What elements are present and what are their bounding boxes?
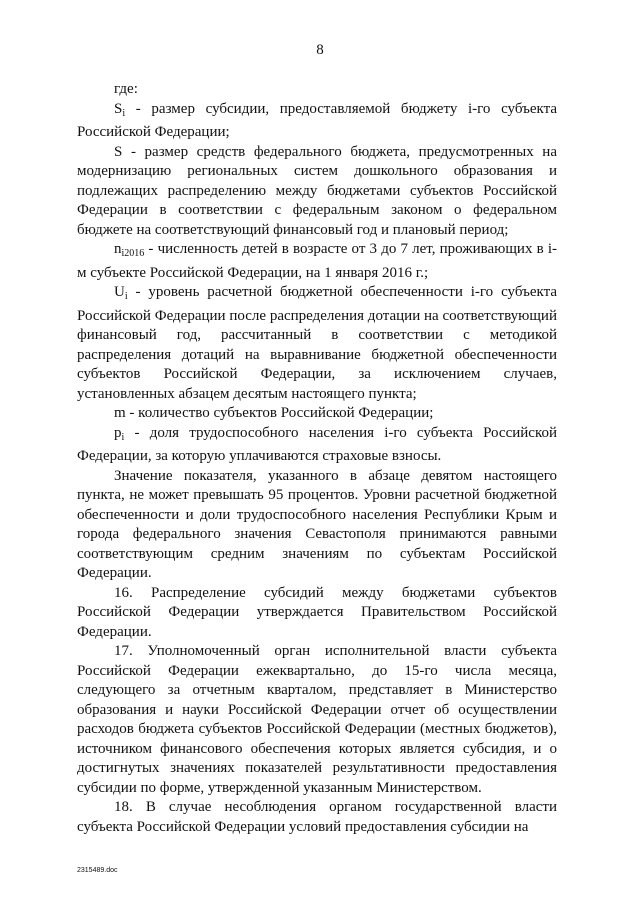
definition-text: - доля трудоспособного населения i-го субъекта Российской Федерации, за которую уплачиваются страховые взносы.: [77, 424, 557, 464]
definition-text: - количество субъектов Российской Федерации;: [125, 405, 434, 421]
variable-subscript: i: [122, 107, 126, 119]
file-name-footer: 2315489.doc: [77, 867, 118, 874]
variable-symbol: p: [114, 424, 122, 441]
variable-symbol: U: [114, 284, 125, 300]
definition-paragraph: [77, 404, 557, 424]
section-16-paragraph: 16. Распределение субсидий между бюджетами субъектов Российской Федерации утверждается Правительством Российской Федерации.: [77, 584, 557, 640]
definition-paragraph: [77, 100, 557, 143]
variable-symbol: m: [114, 405, 126, 421]
document-body: [77, 80, 557, 837]
section-17-paragraph: 17. Уполномоченный орган исполнительной власти субъекта Российской Федерации ежеквартально, до 15-го числа месяца, следующего за отчетным кварталом, представляет в Министерство образования и науки Российской Федерации отчет об осуществлении расходов бюджета субъектов Российской Федерации (местных бюджетов), источником финансового обеспечения которых является субсидия, и о достигнутых значениях показателей результативности предоставления субсидии по форме, утвержденной указанным Министерством.: [77, 643, 557, 796]
variable-subscript: i: [124, 291, 128, 302]
paragraph: где:: [114, 81, 138, 97]
variable-subscript: i: [121, 431, 125, 443]
definition-paragraph: [77, 143, 557, 241]
definition-paragraph: [77, 240, 557, 283]
definition-paragraph: [77, 424, 557, 467]
definition-text: - размер субсидии, предоставляемой бюджету i-го субъекта Российской Федерации;: [77, 100, 557, 140]
section-18-paragraph: 18. В случае несоблюдения органом государственной власти субъекта Российской Федерации условий предоставления субсидии на: [77, 799, 557, 835]
definition-text: - численность детей в возрасте от 3 до 7 лет, проживающих в i-м субъекте Российской Федерации, на 1 января 2016 г.;: [77, 241, 557, 281]
variable-symbol: S: [114, 143, 123, 160]
variable-symbol: S: [114, 100, 123, 117]
paragraph: Значение показателя, указанного в абзаце девятом настоящего пункта, не может превышать 95 процентов. Уровни расчетной бюджетной обеспеченности и доли трудоспособного населения Республики Крым и города федерального значения Севастополя принимаются равными соответствующим средним значениям по субъектам Российской Федерации.: [77, 467, 557, 581]
definition-text: - размер средств федерального бюджета, предусмотренных на модернизацию региональных систем дошкольного образования и подлежащих распределению между бюджетами субъектов Российской Федерации в соответствии с федеральным законом о федеральном бюджете на соответствующий финансовый год и плановый период;: [77, 143, 557, 238]
variable-subscript: i2016: [121, 248, 145, 259]
definition-text: - уровень расчетной бюджетной обеспеченности i-го субъекта Российской Федерации после распределения дотации на соответствующий финансовый год, рассчитанный в соответствии с методикой распределения дотаций на выравнивание бюджетной обеспеченности субъектов Российской Федерации, за исключением случаев, установленных абзацем десятым настоящего пункта;: [77, 284, 557, 402]
definition-paragraph: [77, 283, 557, 404]
page-number: 8: [316, 42, 324, 58]
variable-symbol: n: [114, 241, 122, 257]
